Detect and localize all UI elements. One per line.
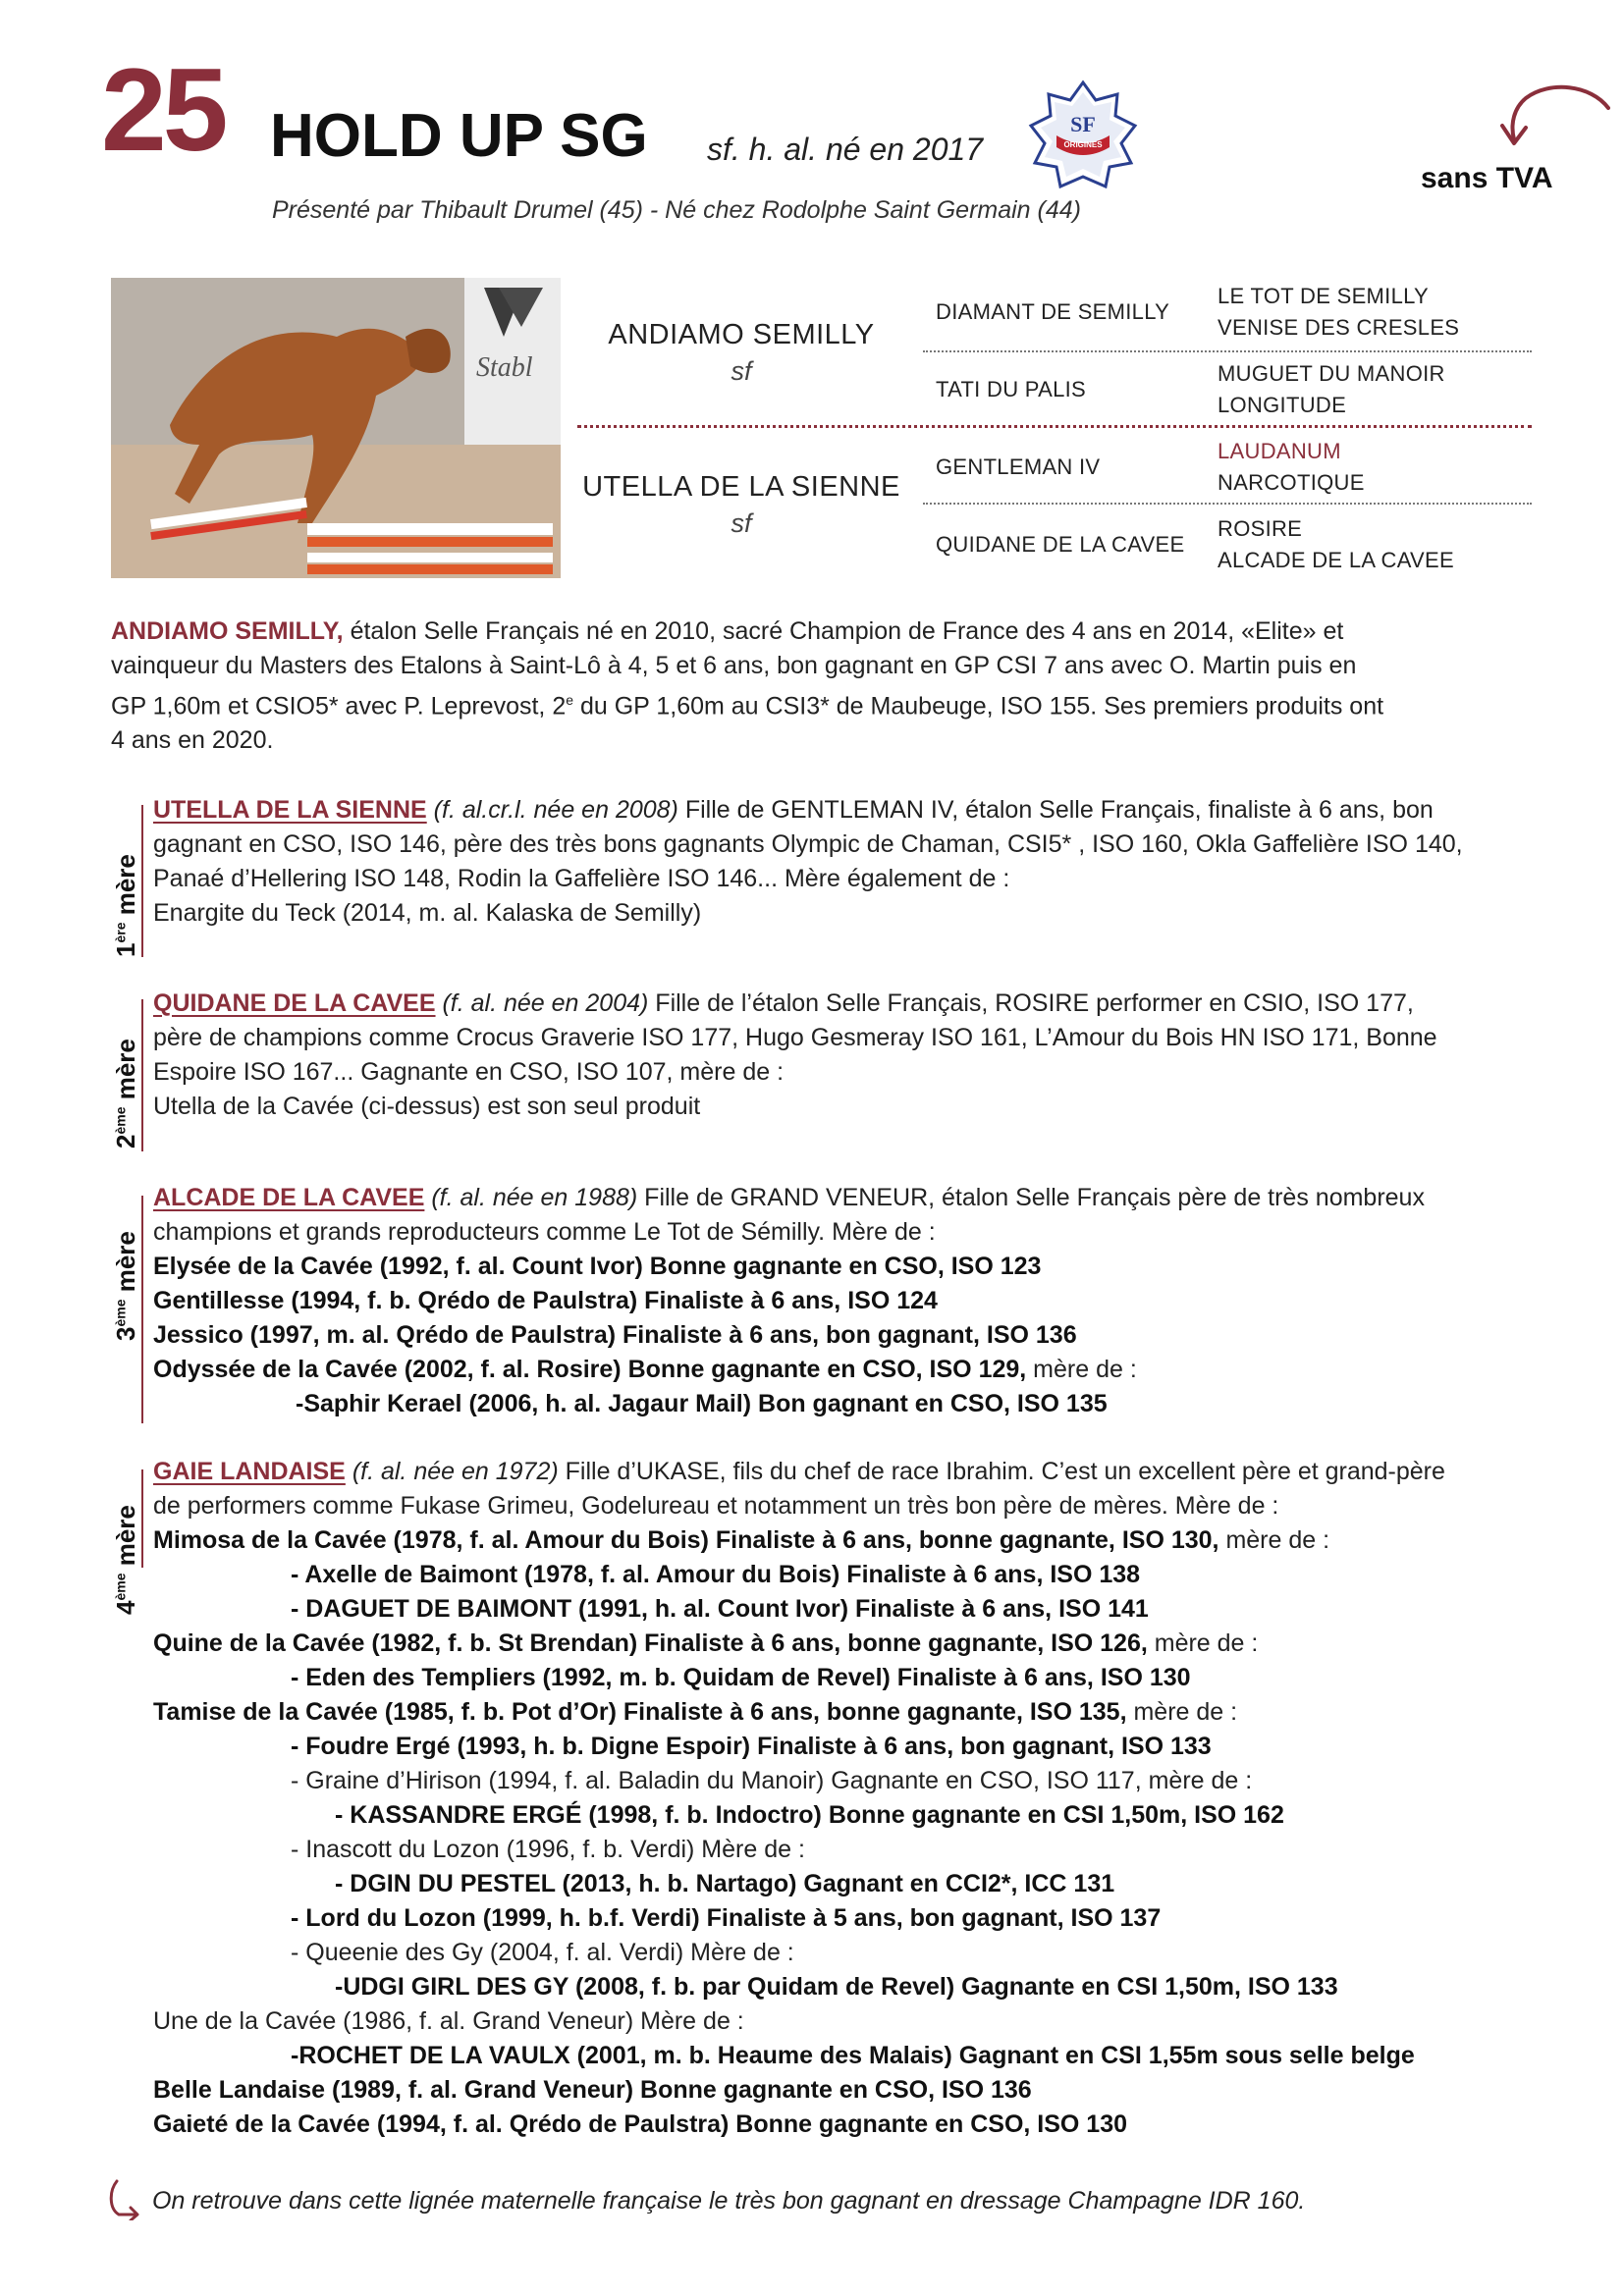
tva-note: sans TVA bbox=[1421, 162, 1553, 194]
section-bar bbox=[141, 999, 143, 1151]
pedigree-ancestor-3b: NARCOTIQUE bbox=[1218, 470, 1365, 495]
section-bar bbox=[141, 1196, 143, 1423]
pedigree-divider bbox=[923, 350, 1532, 352]
horse-photo bbox=[111, 278, 561, 578]
sire-description: ANDIAMO SEMILLY, étalon Selle Français né en 2010, sacré Champion de France des 4 ans en 2014, «Elite» et vainqueur du Masters des Etalons à Saint-Lô à 4, 5 et 6 ans, bon gagnant en GP CSI 7 ans avec O. Martin puis en GP 1,60m et CSIO5* avec P. Leprevost, 2e du GP 1,60m au CSI3* de Maubeuge, ISO 155. Ses premiers produits ont 4 ans en 2020. bbox=[111, 617, 1384, 755]
section-label-3: 3ème mère bbox=[111, 1231, 140, 1341]
sf-origins-logo bbox=[1027, 79, 1139, 190]
section-label-2: 2ème mère bbox=[111, 1039, 140, 1148]
section-label-4: 4ème mère bbox=[111, 1505, 140, 1615]
pedigree-granddam-1: TATI DU PALIS bbox=[936, 377, 1087, 401]
svg-text:SF: SF bbox=[1070, 112, 1096, 136]
pedigree-grandsire-2: GENTLEMAN IV bbox=[936, 454, 1101, 479]
pedigree-sire: ANDIAMO SEMILLY bbox=[608, 319, 875, 350]
dam-2-description: QUIDANE DE LA CAVEE (f. al. née en 2004) Fille de l’étalon Selle Français, ROSIRE performer en CSIO, ISO 177, père de champions comme Crocus Graverie ISO 177, Hugo Gesmeray ISO 161, L’Amour du Bois HN ISO 171, Bonne Espoire ISO 167... Gagnante en CSO, ISO 107, mère de : Utella de la Cavée (ci-dessus) est son seul produit bbox=[153, 989, 1437, 1120]
curved-arrow-icon bbox=[1492, 80, 1610, 159]
dam-2-name: QUIDANE DE LA CAVEE bbox=[153, 989, 436, 1017]
pedigree-ancestor-1b: VENISE DES CRESLES bbox=[1218, 315, 1460, 340]
section-bar bbox=[141, 805, 143, 957]
pedigree-granddam-2: QUIDANE DE LA CAVEE bbox=[936, 532, 1185, 557]
dam-1-name: UTELLA DE LA SIENNE bbox=[153, 796, 427, 824]
pedigree-ancestor-4b: ALCADE DE LA CAVEE bbox=[1218, 548, 1454, 572]
pedigree-ancestor-2a: MUGUET DU MANOIR bbox=[1218, 361, 1445, 386]
pedigree-sire-breed: sf bbox=[731, 356, 752, 386]
dam-3-name: ALCADE DE LA CAVEE bbox=[153, 1184, 425, 1211]
svg-text:ORIGINES: ORIGINES bbox=[1063, 140, 1103, 149]
pedigree-ancestor-2b: LONGITUDE bbox=[1218, 393, 1347, 417]
section-bar bbox=[141, 1469, 143, 1568]
pedigree-dam-breed: sf bbox=[731, 508, 752, 538]
horse-name: HOLD UP SG bbox=[270, 102, 648, 170]
dam-4-name: GAIE LANDAISE bbox=[153, 1458, 346, 1485]
pedigree-ancestor-3a: LAUDANUM bbox=[1218, 439, 1341, 463]
dam-1-description: UTELLA DE LA SIENNE (f. al.cr.l. née en 2008) Fille de GENTLEMAN IV, étalon Selle Français, finaliste à 6 ans, bon gagnant en CSO, ISO 146, père des très bons gagnants Olympic de Chaman, CSI5* , ISO 160, Okla Gaffelière ISO 140, Panaé d’Hellering ISO 148, Rodin la Gaffelière ISO 146... Mère également de : Enargite du Teck (2014, m. al. Kalaska de Semilly) bbox=[153, 796, 1463, 927]
pedigree-divider-main bbox=[577, 425, 1532, 428]
sire-name: ANDIAMO SEMILLY, bbox=[111, 617, 344, 645]
footnote: On retrouve dans cette lignée maternelle française le très bon gagnant en dressage Champagne IDR 160. bbox=[152, 2187, 1306, 2215]
presenter-line: Présenté par Thibault Drumel (45) - Né chez Rodolphe Saint Germain (44) bbox=[272, 196, 1081, 224]
pedigree-ancestor-4a: ROSIRE bbox=[1218, 516, 1303, 541]
dam-3-description: ALCADE DE LA CAVEE (f. al. née en 1988) Fille de GRAND VENEUR, étalon Selle Français père de très nombreux champions et grands reproducteurs comme Le Tot de Sémilly. Mère de : Elysée de la Cavée (1992, f. al. Count Ivor) Bonne gagnante en CSO, ISO 123 Gentillesse (1994, f. b. Qrédo de Paulstra) Finaliste à 6 ans, ISO 124 Jessico (1997, m. al. Qrédo de Paulstra) Finaliste à 6 ans, bon gagnant, ISO 136 Odyssée de la Cavée (2002, f. al. Rosire) Bonne gagnante en CSO, ISO 129, mère de : -Saphir Kerael (2006, h. al. Jagaur Mail) Bon gagnant en CSO, ISO 135 bbox=[153, 1184, 1425, 1417]
horse-meta: sf. h. al. né en 2017 bbox=[707, 132, 984, 167]
svg-text:Stabl: Stabl bbox=[476, 352, 533, 383]
pedigree-divider bbox=[923, 503, 1532, 505]
turn-arrow-icon bbox=[105, 2177, 142, 2220]
pedigree-ancestor-1a: LE TOT DE SEMILLY bbox=[1218, 284, 1430, 308]
dam-4-description: GAIE LANDAISE (f. al. née en 1972) Fille d’UKASE, fils du chef de race Ibrahim. C’est un excellent père et grand-père de performers comme Fukase Grimeu, Godelureau et notamment un très bon père de mères. Mère de : Mimosa de la Cavée (1978, f. al. Amour du Bois) Finaliste à 6 ans, bonne gagnante, ISO 130, mère de : - Axelle de Baimont (1978, f. al. Amour du Bois) Finaliste à 6 ans, ISO 138 - DAGUET DE BAIMONT (1991, h. al. Count Ivor) Finaliste à 6 ans, ISO 141 Quine de la Cavée (1982, f. b. St Brendan) Finaliste à 6 ans, bonne gagnante, ISO 126, mère de : - Eden des Templiers (1992, m. b. Quidam de Revel) Finaliste à 6 ans, ISO 130 Tamise de la Cavée (1985, f. b. Pot d’Or) Finaliste à 6 ans, bonne gagnante, ISO 135, mère de : - Foudre Ergé (1993, h. b. Digne Espoir) Finaliste à 6 ans, bon gagnant, ISO 133 - Graine d’Hirison (1994, f. al. Baladin du Manoir) Gagnante en CSO, ISO 117, mère de : - KASSANDRE ERGÉ (1998, f. b. Indoctro) Bonne gagnante en CSI 1,50m, ISO 162 - Inascott du Lozon (1996, f. b. Verdi) Mère de : - DGIN DU PESTEL (2013, h. b. Nartago) Gagnant en CCI2*, ICC 131 - Lord du Lozon (1999, h. b.f. Verdi) Finaliste à 5 ans, bon gagnant, ISO 137 - Queenie des Gy (2004, f. al. Verdi) Mère de : -UDGI GIRL DES GY (2008, f. b. par Quidam de Revel) Gagnante en CSI 1,50m, ISO 133 Une de la Cavée (1986, f. al. Grand Veneur) Mère de : -ROCHET DE LA VAULX (2001, m. b. Heaume des Malais) Gagnant en CSI 1,55m sous selle belge Belle Landaise (1989, f. al. Grand Veneur) Bonne gagnante en CSO, ISO 136 Gaieté de la Cavée (1994, f. al. Qrédo de Paulstra) Bonne gagnante en CSO, ISO 130 bbox=[153, 1458, 1445, 2138]
lot-number: 25 bbox=[101, 44, 225, 176]
section-label-1: 1ère mère bbox=[111, 854, 140, 957]
pedigree-grandsire-1: DIAMANT DE SEMILLY bbox=[936, 299, 1170, 324]
pedigree-dam: UTELLA DE LA SIENNE bbox=[582, 471, 900, 503]
